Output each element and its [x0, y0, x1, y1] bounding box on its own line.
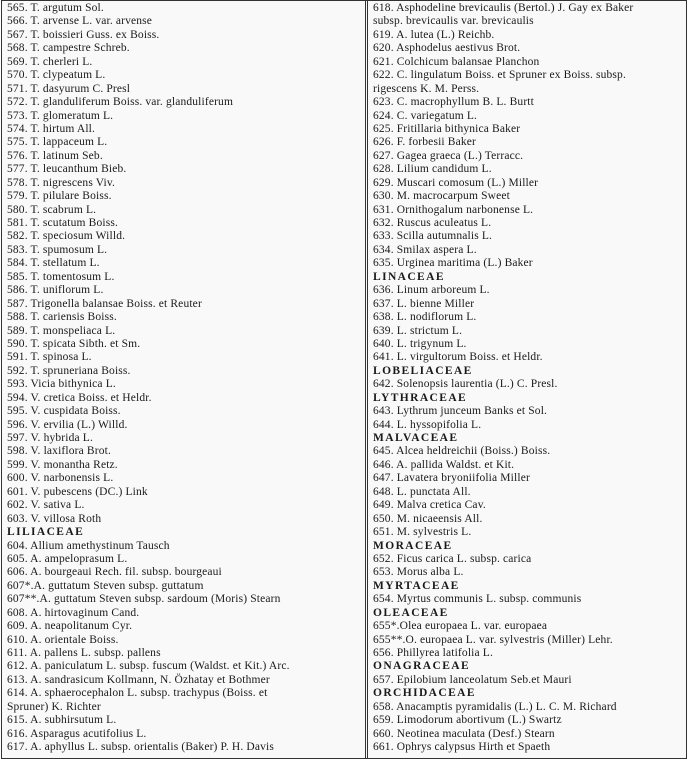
family-heading: LINACEAE [373, 270, 445, 283]
species-entry: 654. Myrtus communis L. subsp. communis [373, 593, 582, 606]
species-entry: 637. L. bienne Miller [373, 297, 475, 310]
family-heading: LILIACEAE [7, 526, 85, 539]
species-entry: 658. Anacamptis pyramidalis (L.) L. C. M. Richard [373, 700, 617, 713]
species-entry: 655*.Olea europaea L. var. europaea [373, 620, 548, 633]
species-entry: 656. Phillyrea latifolia L. [373, 647, 493, 659]
species-entry: 615. A. subhirsutum L. [7, 714, 117, 727]
species-entry: 565. T. argutum Sol. [7, 2, 104, 14]
species-entry: 583. T. spumosum L. [7, 243, 108, 256]
species-entry: 604. Allium amethystinum Tausch [7, 539, 170, 552]
species-entry: 618. Asphodeline brevicaulis (Bertol.) J. Gay ex Baker [373, 2, 634, 14]
species-entry: 595. V. cuspidata Boiss. [7, 405, 121, 418]
species-entry: 592. T. spruneriana Boiss. [7, 364, 131, 377]
species-entry: 574. T. hirtum All. [7, 122, 96, 135]
species-entry: 652. Ficus carica L. subsp. carica [373, 552, 532, 565]
species-entry: 607**.A. guttatum Steven subsp. sardoum (Moris) Stearn [7, 593, 281, 606]
species-entry: 614. A. sphaerocephalon L. subsp. trachypus (Boiss. et [7, 687, 268, 700]
species-entry: 587. Trigonella balansae Boiss. et Reuter [7, 297, 202, 310]
right-column [368, 1, 686, 758]
species-entry: 603. V. villosa Roth [7, 512, 102, 525]
species-entry: 627. Gagea graeca (L.) Terracc. [373, 149, 524, 162]
species-entry: 569. T. cherleri L. [7, 55, 93, 68]
species-entry: 608. A. hirtovaginum Cand. [7, 606, 140, 619]
species-entry: 570. T. clypeatum L. [7, 69, 106, 82]
species-entry: 638. L. nodiflorum L. [373, 311, 477, 324]
species-entry: 644. L. hyssopifolia L. [373, 418, 482, 431]
family-heading: ONAGRACEAE [373, 660, 471, 673]
family-heading: OLEACEAE [373, 606, 449, 619]
species-entry: 607*.A. guttatum Steven subsp. guttatum [7, 579, 204, 592]
species-entry: 645. Alcea heldreichii (Boiss.) Boiss. [373, 445, 551, 458]
species-entry: 635. Urginea maritima (L.) Baker [373, 257, 533, 270]
species-entry: 623. C. macrophyllum B. L. Burtt [373, 96, 534, 109]
species-entry: 616. Asparagus acutifolius L. [7, 727, 147, 740]
species-entry: 625. Fritillaria bithynica Baker [373, 122, 521, 135]
species-entry: 631. Ornithogalum narbonense L. [373, 203, 534, 216]
species-entry: 579. T. pilulare Boiss. [7, 190, 112, 203]
species-entry: 601. V. pubescens (DC.) Link [7, 485, 148, 498]
species-entry-continuation: Spruner) K. Richter [7, 700, 101, 713]
species-entry: 648. L. punctata All. [373, 485, 471, 498]
species-entry: 609. A. neapolitanum Cyr. [7, 620, 133, 633]
species-entry: 585. T. tomentosum L. [7, 270, 115, 283]
species-entry: 571. T. dasyurum C. Presl [7, 82, 131, 95]
species-entry: 591. T. spinosa L. [7, 351, 92, 364]
species-entry: 642. Solenopsis laurentia (L.) C. Presl. [373, 378, 558, 391]
species-entry: 661. Ophrys calypsus Hirth et Spaeth [373, 741, 551, 754]
species-entry: 602. V. sativa L. [7, 499, 85, 512]
family-heading: MALVACEAE [373, 432, 459, 444]
species-entry: 619. A. lutea (L.) Reichb. [373, 28, 495, 41]
species-entry: 573. T. glomeratum L. [7, 109, 114, 122]
species-checklist-page [1, 0, 687, 759]
family-heading: ORCHIDACEAE [373, 687, 476, 700]
species-entry: 621. Colchicum balansae Planchon [373, 55, 540, 68]
species-entry: 653. Morus alba L. [373, 566, 464, 579]
family-heading: MYRTACEAE [373, 579, 460, 592]
species-entry: 589. T. monspeliaca L. [7, 324, 116, 337]
species-entry: 660. Neotinea maculata (Desf.) Stearn [373, 727, 555, 740]
species-entry: 624. C. variegatum L. [373, 109, 478, 122]
species-entry: 659. Limodorum abortivum (L.) Swartz [373, 714, 562, 727]
species-entry: 632. Ruscus aculeatus L. [373, 217, 492, 229]
species-entry-continuation: rigescens K. M. Perss. [373, 82, 480, 95]
species-entry: 568. T. campestre Schreb. [7, 42, 130, 55]
species-entry: 586. T. uniflorum L. [7, 284, 104, 297]
species-entry: 646. A. pallida Waldst. et Kit. [373, 458, 515, 471]
species-entry: 581. T. scutatum Boiss. [7, 217, 118, 229]
family-heading: LYTHRACEAE [373, 391, 468, 404]
species-entry: 657. Epilobium lanceolatum Seb.et Mauri [373, 673, 572, 686]
species-entry: 641. L. virgultorum Boiss. et Heldr. [373, 351, 543, 364]
species-entry: 647. Lavatera bryoniifolia Miller [373, 472, 530, 485]
species-entry: 572. T. glanduliferum Boiss. var. glanduliferum [7, 96, 234, 109]
species-entry: 636. Linum arboreum L. [373, 284, 490, 297]
species-entry: 594. V. cretica Boiss. et Heldr. [7, 391, 152, 404]
species-entry: 597. V. hybrida L. [7, 432, 93, 444]
species-entry: 613. A. sandrasicum Kollmann, N. Özhatay et Bothmer [7, 673, 270, 686]
species-entry: 655**.O. europaea L. var. sylvestris (Miller) Lehr. [373, 633, 613, 646]
species-entry: 598. V. laxiflora Brot. [7, 445, 111, 458]
species-entry: 582. T. speciosum Willd. [7, 230, 126, 243]
species-entry: 605. A. ampeloprasum L. [7, 552, 128, 565]
species-entry: 617. A. aphyllus L. subsp. orientalis (Baker) P. H. Davis [7, 741, 274, 754]
species-entry: 622. C. lingulatum Boiss. et Spruner ex Boiss. subsp. [373, 69, 626, 82]
family-heading: LOBELIACEAE [373, 364, 473, 377]
species-entry: 578. T. nigrescens Viv. [7, 176, 116, 189]
species-entry: 577. T. leucanthum Bieb. [7, 163, 127, 176]
species-entry: 640. L. trigynum L. [373, 337, 467, 350]
species-entry: 650. M. nicaeensis All. [373, 512, 483, 525]
species-entry: 639. L. strictum L. [373, 324, 463, 337]
species-entry: 620. Asphodelus aestivus Brot. [373, 42, 521, 55]
species-entry: 611. A. pallens L. subsp. pallens [7, 647, 161, 659]
species-entry: 649. Malva cretica Cav. [373, 499, 486, 512]
species-entry: 612. A. paniculatum L. subsp. fuscum (Waldst. et Kit.) Arc. [7, 660, 290, 673]
species-entry: 633. Scilla autumnalis L. [373, 230, 493, 243]
species-entry: 626. F. forbesii Baker [373, 136, 476, 149]
species-entry: 575. T. lappaceum L. [7, 136, 108, 149]
species-entry: 580. T. scabrum L. [7, 203, 97, 216]
species-entry: 596. V. ervilia (L.) Willd. [7, 418, 128, 431]
species-entry: 629. Muscari comosum (L.) Miller [373, 176, 539, 189]
species-entry: 599. V. monantha Retz. [7, 458, 118, 471]
species-entry: 584. T. stellatum L. [7, 257, 100, 270]
species-entry: 651. M. sylvestris L. [373, 526, 472, 539]
left-column [2, 1, 368, 758]
species-entry: 576. T. latinum Seb. [7, 149, 103, 162]
species-entry: 593. Vicia bithynica L. [7, 378, 116, 391]
species-entry: 590. T. spicata Sibth. et Sm. [7, 337, 141, 350]
family-heading: MORACEAE [373, 539, 453, 552]
species-entry: 634. Smilax aspera L. [373, 243, 477, 256]
species-entry-continuation: subsp. brevicaulis var. brevicaulis [373, 15, 534, 28]
species-entry: 588. T. cariensis Boiss. [7, 311, 117, 324]
species-entry: 630. M. macrocarpum Sweet [373, 190, 510, 203]
species-entry: 606. A. bourgeaui Rech. fil. subsp. bourgeaui [7, 566, 222, 579]
species-entry: 643. Lythrum junceum Banks et Sol. [373, 405, 548, 418]
species-entry: 628. Lilium candidum L. [373, 163, 492, 176]
species-entry: 610. A. orientale Boiss. [7, 633, 119, 646]
species-entry: 600. V. narbonensis L. [7, 472, 114, 485]
species-entry: 566. T. arvense L. var. arvense [7, 15, 153, 28]
species-entry: 567. T. boissieri Guss. ex Boiss. [7, 28, 160, 41]
